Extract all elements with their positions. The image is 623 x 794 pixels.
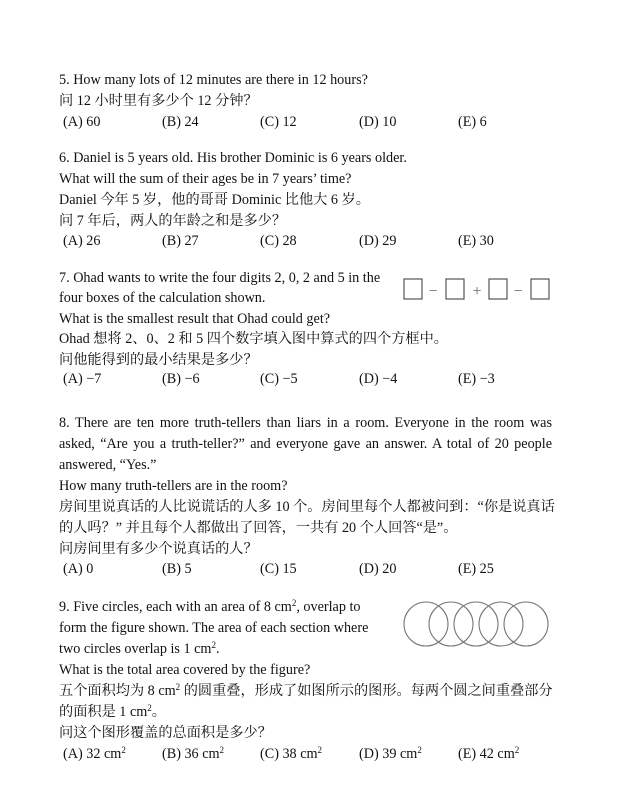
q6-text-zh-2: 问 7 年后，两人的年龄之和是多少？ [59,213,287,229]
q8-text-en-1: 8. There are ten more truth-tellers than liars in a room. Everyone in the room was [59,415,552,431]
q8-option-d: (D) 20 [359,561,397,577]
q9-circle-2 [429,602,473,646]
q7-option-d: (D) −4 [359,371,398,387]
q5-option-c: (C) 12 [260,114,297,130]
q8-option-e: (E) 25 [458,561,494,577]
q8-text-en-4: How many truth-tellers are in the room? [59,478,288,494]
q5-option-e: (E) 6 [458,114,487,130]
q9-options [63,744,583,764]
q7-options [63,369,583,389]
q6-options [63,231,583,251]
q5-option-a: (A) 60 [63,114,101,130]
q7-box-3 [489,279,507,299]
q7-text-zh-1: Ohad 想将 2、0、2 和 5 四个数字填入图中算式的四个方框中。 [59,331,448,347]
q9-text-en-2: form the figure shown. The area of each section where [59,620,369,636]
q9-circle-1 [404,602,448,646]
q7-option-b: (B) −6 [162,371,200,387]
q7-op-1: − [428,283,438,300]
q7-text-en-3: What is the smallest result that Ohad could get? [59,311,331,327]
q5-text-en: 5. How many lots of 12 minutes are there in 12 hours? [59,72,368,88]
q7-box-4 [531,279,549,299]
q9-option-a: (A) 32 $cm^2$ [63,745,126,762]
q9-option-d: (D) 39 $cm^2$ [359,745,422,762]
q9-text-en-3: two circles overlap is 1 $cm^2$. [59,640,220,657]
q8-text-en-3: answered, “Yes.” [59,457,157,473]
q8-text-zh-2: 的人吗？” 并且每个人都做出了回答，一共有 20 个人回答“是”。 [59,520,458,536]
q8-option-b: (B) 5 [162,561,192,577]
q6-text-en-2: What will the sum of their ages be in 7 years’ time? [59,171,352,187]
q8-text-en-2: asked, “Are you a truth-teller?” and everyone gave an answer. A total of 20 people [59,436,552,452]
q9-option-c: (C) 38 $cm^2$ [260,745,323,762]
q8-option-c: (C) 15 [260,561,297,577]
q7-op-2: + [472,283,482,300]
q5-text-zh: 问 12 小时里有多少个 12 分钟？ [59,93,258,109]
q8-text-zh-1: 房间里说真话的人比说谎话的人多 10 个。房间里每个人都被问到：“你是说真话 [59,499,555,515]
q7-box-1 [404,279,422,299]
q9-text-zh-1: 五个面积均为 8 $cm^2$ 的圆重叠，形成了如图所示的图形。每两个圆之间重叠部分 [59,682,553,699]
q9-circle-5 [504,602,548,646]
q9-text-en-4: What is the total area covered by the figure? [59,662,311,678]
q9-text-zh-3: 问这个图形覆盖的总面积是多少？ [59,725,272,741]
q8-text-zh-3: 问房间里有多少个说真话的人？ [59,541,258,557]
q9-circle-4 [479,602,523,646]
q7-option-c: (C) −5 [260,371,298,387]
q7-option-e: (E) −3 [458,371,495,387]
q7-text-en-1: 7. Ohad wants to write the four digits 2, 0, 2 and 5 in the [59,270,381,286]
q9-option-e: (E) 42 $cm^2$ [458,745,520,762]
q8-options [63,559,583,579]
q6-text-en-1: 6. Daniel is 5 years old. His brother Dominic is 6 years older. [59,150,407,166]
q6-option-c: (C) 28 [260,233,297,249]
q6-option-e: (E) 30 [458,233,494,249]
q5-options [63,112,583,132]
q7-text-en-2: four boxes of the calculation shown. [59,290,266,306]
q9-option-b: (B) 36 $cm^2$ [162,745,225,762]
q6-option-a: (A) 26 [63,233,101,249]
q6-text-zh-1: Daniel 今年 5 岁，他的哥哥 Dominic 比他大 6 岁。 [59,192,370,208]
q7-text-zh-2: 问他能得到的最小结果是多少？ [59,352,258,368]
q5-option-b: (B) 24 [162,114,199,130]
q7-op-3: − [513,283,523,300]
q6-option-d: (D) 29 [359,233,397,249]
q9-text-zh-2: 的面积是 1 $cm^2$。 [59,703,166,720]
q9-circles-figure [400,598,552,650]
q9-text-en-1: 9. Five circles, each with an area of 8 $cm^2$, overlap to [59,598,361,615]
q5-option-d: (D) 10 [359,114,397,130]
q6-option-b: (B) 27 [162,233,199,249]
q7-option-a: (A) −7 [63,371,102,387]
q9-circle-3 [454,602,498,646]
q7-boxes-figure [400,274,552,304]
q8-option-a: (A) 0 [63,561,94,577]
q7-box-2 [446,279,464,299]
